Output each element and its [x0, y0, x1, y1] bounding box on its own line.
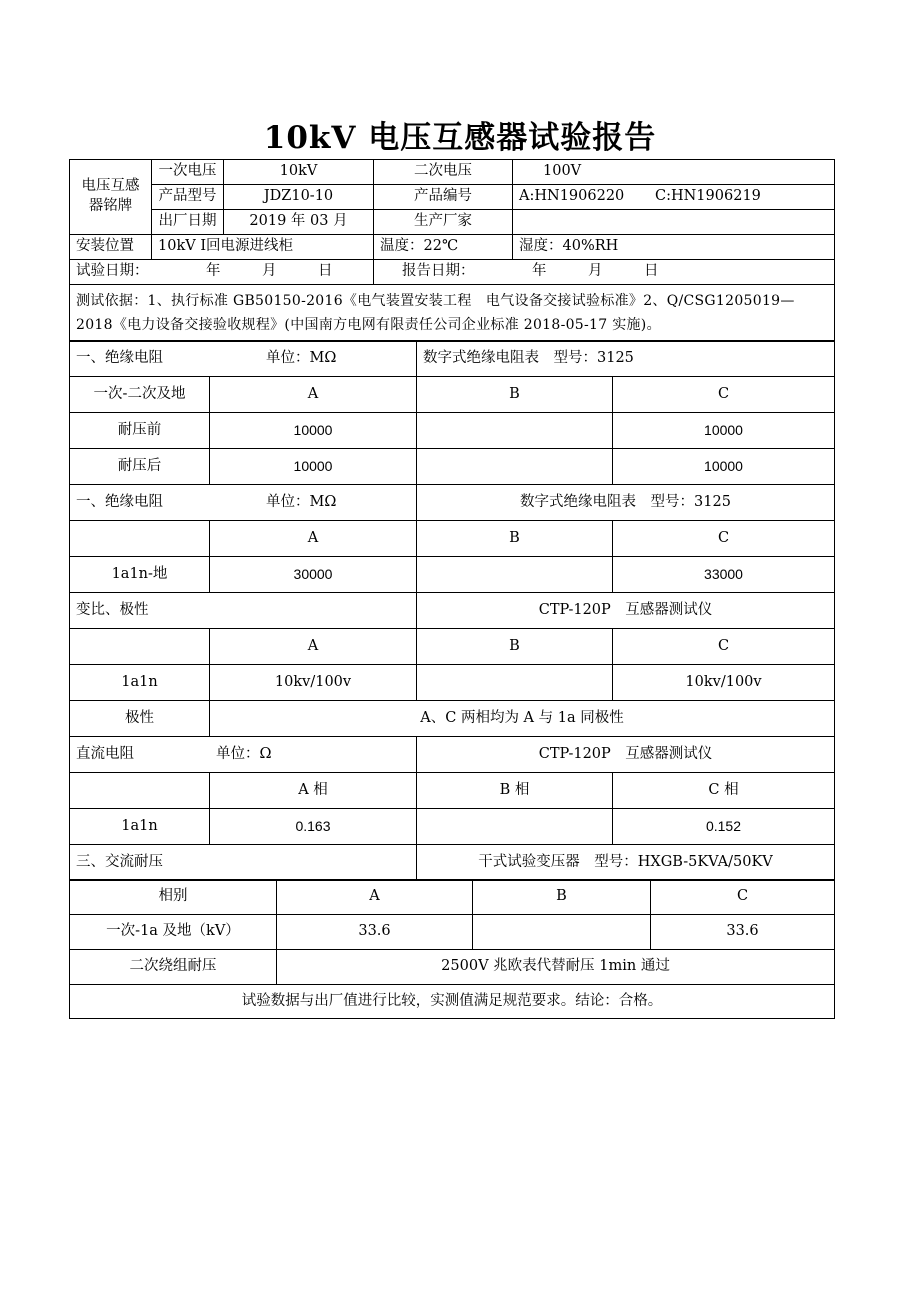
report-date-label: 报告日期： [402, 263, 475, 280]
test-date-label: 试验日期： [76, 263, 149, 280]
conclusion: 试验数据与出厂值进行比较，实测值满足规范要求。结论：合格。 [70, 985, 835, 1019]
secondary-withstand-label: 二次绕组耐压 [70, 950, 277, 985]
insulation1-col-b: B [417, 377, 613, 413]
primary-voltage-value: 10kV [224, 160, 374, 185]
insulation1-col-a: A [210, 377, 417, 413]
polarity-value: A、C 两相均为 A 与 1a 同极性 [210, 701, 835, 737]
humidity: 湿度：40%RH [513, 235, 835, 260]
insulation2-value-a: 30000 [210, 557, 417, 593]
secondary-voltage-label: 二次电压 [374, 160, 513, 185]
ratio-instrument: CTP-120P 互感器测试仪 [417, 593, 835, 629]
model-label: 产品型号 [152, 185, 224, 210]
dc-heading: 直流电阻 [76, 745, 134, 762]
insulation2-col-b: B [417, 521, 613, 557]
insulation1-row-label: 耐压前 [70, 413, 210, 449]
mfg-date-label: 出厂日期 [152, 210, 224, 235]
ratio-value-b [417, 665, 613, 701]
table-row [70, 449, 835, 485]
primary-voltage-label: 一次电压 [152, 160, 224, 185]
nameplate-table [69, 159, 835, 342]
insulation1-value-a: 10000 [210, 413, 417, 449]
secondary-withstand-value: 2500V 兆欧表代替耐压 1min 通过 [277, 950, 835, 985]
ac-value-c: 33.6 [651, 915, 835, 950]
ac-col-a: A [277, 880, 473, 915]
dc-value-b [417, 809, 613, 845]
insulation2-instrument: 数字式绝缘电阻表 型号：3125 [417, 485, 835, 521]
dc-col-a: A 相 [210, 773, 417, 809]
dc-row-header [70, 773, 210, 809]
dc-col-c: C 相 [613, 773, 835, 809]
insulation2-heading: 一、绝缘电阻 [76, 493, 163, 510]
insulation2-row-header [70, 521, 210, 557]
secondary-voltage-value: 100V [513, 160, 835, 185]
insulation1-value-b [417, 413, 613, 449]
dc-row-label: 1a1n [70, 809, 210, 845]
dc-instrument: CTP-120P 互感器测试仪 [417, 737, 835, 773]
dc-unit: 单位：Ω [216, 745, 272, 762]
serial-a: A:HN1906220 [519, 188, 625, 205]
ac-instrument: 干式试验变压器 型号：HXGB-5KVA/50KV [417, 845, 835, 881]
ac-heading: 三、交流耐压 [70, 845, 417, 881]
polarity-label: 极性 [70, 701, 210, 737]
test-date-day: 日 [318, 263, 333, 280]
ac-col-b: B [473, 880, 651, 915]
mfg-date-value: 2019 年 03 月 [224, 210, 374, 235]
test-date-year: 年 [206, 263, 221, 280]
insulation1-instrument: 数字式绝缘电阻表 型号：3125 [417, 341, 835, 377]
dc-header [70, 737, 417, 773]
serial-values [513, 185, 835, 210]
ratio-row-label: 1a1n [70, 665, 210, 701]
insulation2-col-c: C [613, 521, 835, 557]
model-value: JDZ10-10 [224, 185, 374, 210]
table-row [70, 413, 835, 449]
ratio-row-header [70, 629, 210, 665]
dc-col-b: B 相 [417, 773, 613, 809]
report-title: 10kV 电压互感器试验报告 [263, 120, 657, 156]
manufacturer-label: 生产厂家 [374, 210, 513, 235]
insulation1-header [70, 341, 417, 377]
insulation2-header [70, 485, 417, 521]
insulation1-row-header: 一次-二次及地 [70, 377, 210, 413]
table-row [70, 557, 835, 593]
insulation1-value-a: 10000 [210, 449, 417, 485]
report-date-year: 年 [532, 263, 547, 280]
insulation1-heading: 一、绝缘电阻 [76, 349, 163, 366]
test-date-month: 月 [262, 263, 277, 280]
insulation1-value-b [417, 449, 613, 485]
insulation2-unit: 单位：MΩ [266, 493, 337, 510]
temperature: 温度：22℃ [374, 235, 513, 260]
insulation1-row-label: 耐压后 [70, 449, 210, 485]
insulation1-col-c: C [613, 377, 835, 413]
insulation2-value-c: 33000 [613, 557, 835, 593]
location-label: 安装位置 [70, 235, 152, 260]
insulation1-value-c: 10000 [613, 413, 835, 449]
location-value: 10kV Ⅰ回电源进线柜 [152, 235, 374, 260]
report-date [374, 260, 835, 285]
ac-value-a: 33.6 [277, 915, 473, 950]
dc-value-c: 0.152 [613, 809, 835, 845]
ratio-col-c: C [613, 629, 835, 665]
report-date-day: 日 [644, 263, 659, 280]
measurement-table [69, 340, 835, 881]
ratio-col-b: B [417, 629, 613, 665]
insulation2-col-a: A [210, 521, 417, 557]
nameplate-label: 电压互感器铭牌 [70, 160, 152, 235]
dc-value-a: 0.163 [210, 809, 417, 845]
insulation2-row-label: 1a1n-地 [70, 557, 210, 593]
table-row [70, 665, 835, 701]
ac-value-b [473, 915, 651, 950]
ac-withstand-table [69, 879, 835, 1019]
ratio-value-a: 10kv/100v [210, 665, 417, 701]
ac-phase-label: 相别 [70, 880, 277, 915]
ac-col-c: C [651, 880, 835, 915]
test-basis: 测试依据：1、执行标准 GB50150-2016《电气装置安装工程 电气设备交接试验标准》2、Q/CSG1205019—2018《电力设备交接验收规程》(中国南方电网有限责任公司企业标准 2018-05-17 实施)。 [70, 285, 835, 342]
ratio-value-c: 10kv/100v [613, 665, 835, 701]
test-date [70, 260, 374, 285]
ac-row-label: 一次-1a 及地（kV） [70, 915, 277, 950]
insulation2-value-b [417, 557, 613, 593]
table-row [70, 915, 835, 950]
serial-c: C:HN1906219 [655, 188, 761, 205]
serial-label: 产品编号 [374, 185, 513, 210]
insulation1-unit: 单位：MΩ [266, 349, 337, 366]
manufacturer-value [513, 210, 835, 235]
table-row [70, 809, 835, 845]
report-date-month: 月 [588, 263, 603, 280]
insulation1-value-c: 10000 [613, 449, 835, 485]
ratio-col-a: A [210, 629, 417, 665]
ratio-heading: 变比、极性 [70, 593, 417, 629]
